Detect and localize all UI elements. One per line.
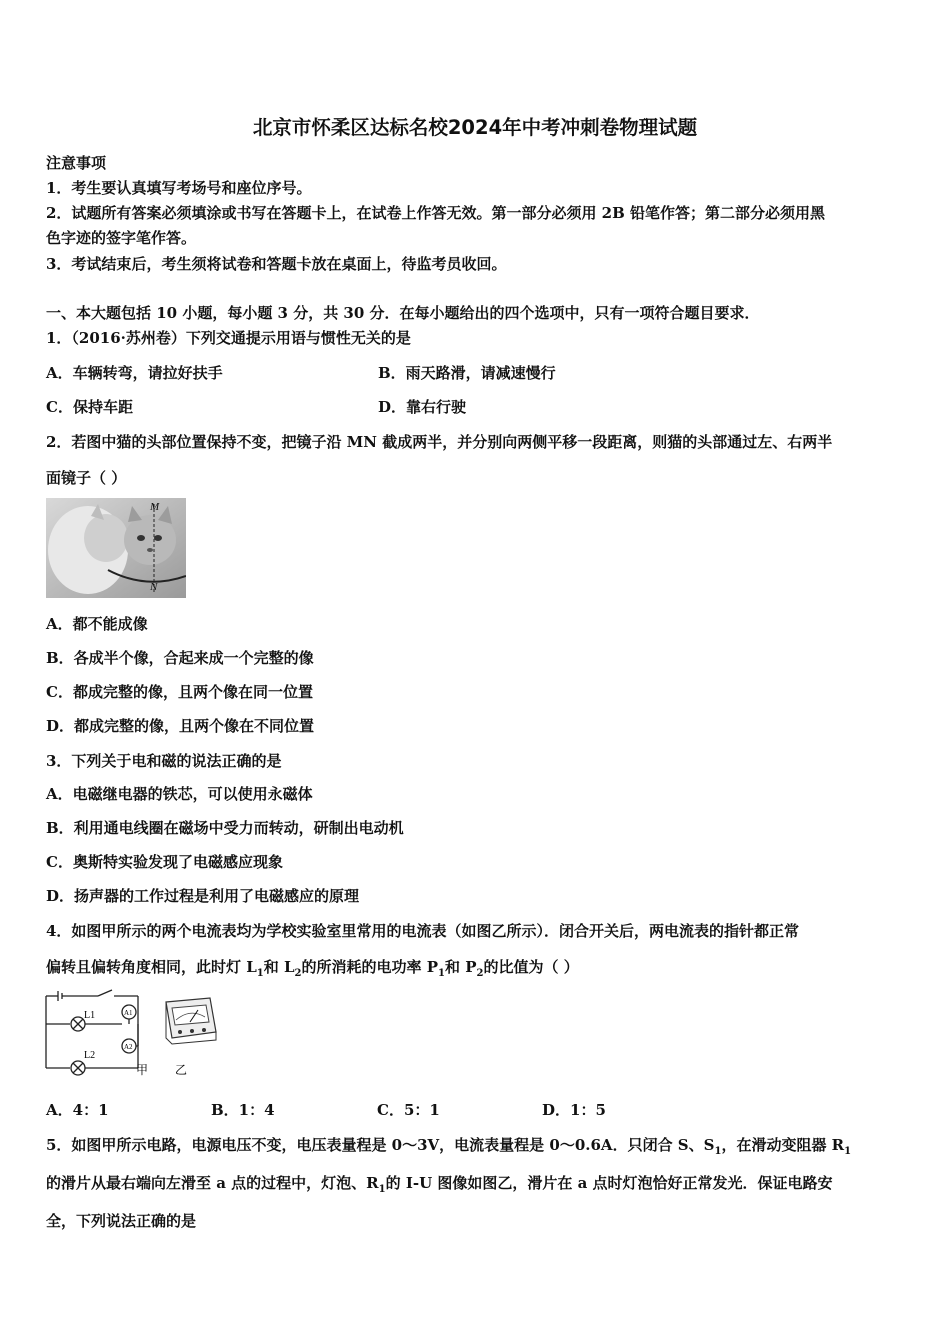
q3-option-d: D．扬声器的工作过程是利用了电磁感应的原理 [46, 887, 360, 905]
notice-item: 2．试题所有答案必须填涂或书写在答题卡上，在试卷上作答无效。第一部分必须用 2B 铅笔作答；第二部分必须用黑 [46, 204, 826, 222]
q3-option-c: C．奥斯特实验发现了电磁感应现象 [46, 853, 283, 871]
q2-option-a: A．都不能成像 [46, 615, 148, 633]
q4-option-a: A．4：1 [46, 1101, 109, 1119]
q1-option-a: A．车辆转弯，请拉好扶手 [46, 364, 223, 382]
q1-option-c: C．保持车距 [46, 398, 133, 416]
q3-stem: 3．下列关于电和磁的说法正确的是 [46, 752, 282, 770]
q2-option-c: C．都成完整的像，且两个像在同一位置 [46, 683, 313, 701]
section-heading: 一、本大题包括 10 小题，每小题 3 分，共 30 分．在每小题给出的四个选项中，只有一项符合题目要求． [46, 304, 760, 322]
label-l2: L2 [84, 1050, 96, 1061]
q2-option-d: D．都成完整的像，且两个像在不同位置 [46, 717, 315, 735]
q2-option-b: B．各成半个像，合起来成一个完整的像 [46, 649, 314, 667]
q2-stem-cont: 面镜子（ ） [46, 469, 127, 487]
q2-stem: 2．若图中猫的头部位置保持不变，把镜子沿 MN 截成两半，并分别向两侧平移一段距离，则猫的头部通过左、右两半 [46, 433, 833, 451]
q4-stem: 4．如图甲所示的两个电流表均为学校实验室里常用的电流表（如图乙所示）．闭合开关后，两电流表的指针都正常 [46, 922, 799, 940]
ammeter-icon [166, 998, 216, 1044]
q4-option-c: C．5：1 [377, 1101, 440, 1119]
q5-stem-cont: 的滑片从最右端向左滑至 a 点的过程中，灯泡、$R_1$的 I-U 图像如图乙，滑片在 a 点时灯泡恰好正常发光．保证电路安 [46, 1174, 833, 1195]
q3-option-b: B．利用通电线圈在磁场中受力而转动，研制出电动机 [46, 819, 404, 837]
q3-option-a: A．电磁继电器的铁芯，可以使用永磁体 [46, 785, 313, 803]
q4-stem-cont: 偏转且偏转角度相同，此时灯 $L_1$和 $L_2$的所消耗的电功率 $P_1$和 $P_2$的比值为（ ） [46, 958, 579, 979]
label-a2: A2 [124, 1043, 133, 1051]
label-jia: 甲 [136, 1063, 149, 1077]
label-yi: 乙 [175, 1063, 188, 1077]
label-a1: A1 [124, 1009, 133, 1017]
label-l1: L1 [84, 1010, 96, 1021]
q5-stem-cont: 全，下列说法正确的是 [46, 1212, 197, 1230]
q4-option-b: B．1：4 [211, 1101, 275, 1119]
q1-stem: 1．（2016·苏州卷）下列交通提示用语与惯性无关的是 [46, 329, 411, 347]
notice-heading: 注意事项 [46, 154, 107, 172]
notice-item: 1．考生要认真填写考场号和座位序号。 [46, 179, 312, 197]
cat-mirror-figure [46, 498, 186, 598]
mirror-label-m: M [150, 501, 160, 513]
notice-item: 色字迹的签字笔作答。 [46, 229, 197, 247]
page-title: 北京市怀柔区达标名校2024年中考冲刺卷物理试题 [252, 116, 698, 139]
notice-item: 3．考试结束后，考生须将试卷和答题卡放在桌面上，待监考员收回。 [46, 255, 507, 273]
circuit-figure [40, 988, 220, 1078]
mirror-label-n: N [150, 581, 158, 593]
q4-option-d: D．1：5 [542, 1101, 606, 1119]
q1-option-b: B．雨天路滑，请减速慢行 [378, 364, 556, 382]
q1-option-d: D．靠右行驶 [378, 398, 467, 416]
q5-stem: 5．如图甲所示电路，电源电压不变，电压表量程是 0～3V，电流表量程是 0～0.6A．只闭合 S、$S_1$，在滑动变阻器 $R_1$ [46, 1136, 852, 1157]
